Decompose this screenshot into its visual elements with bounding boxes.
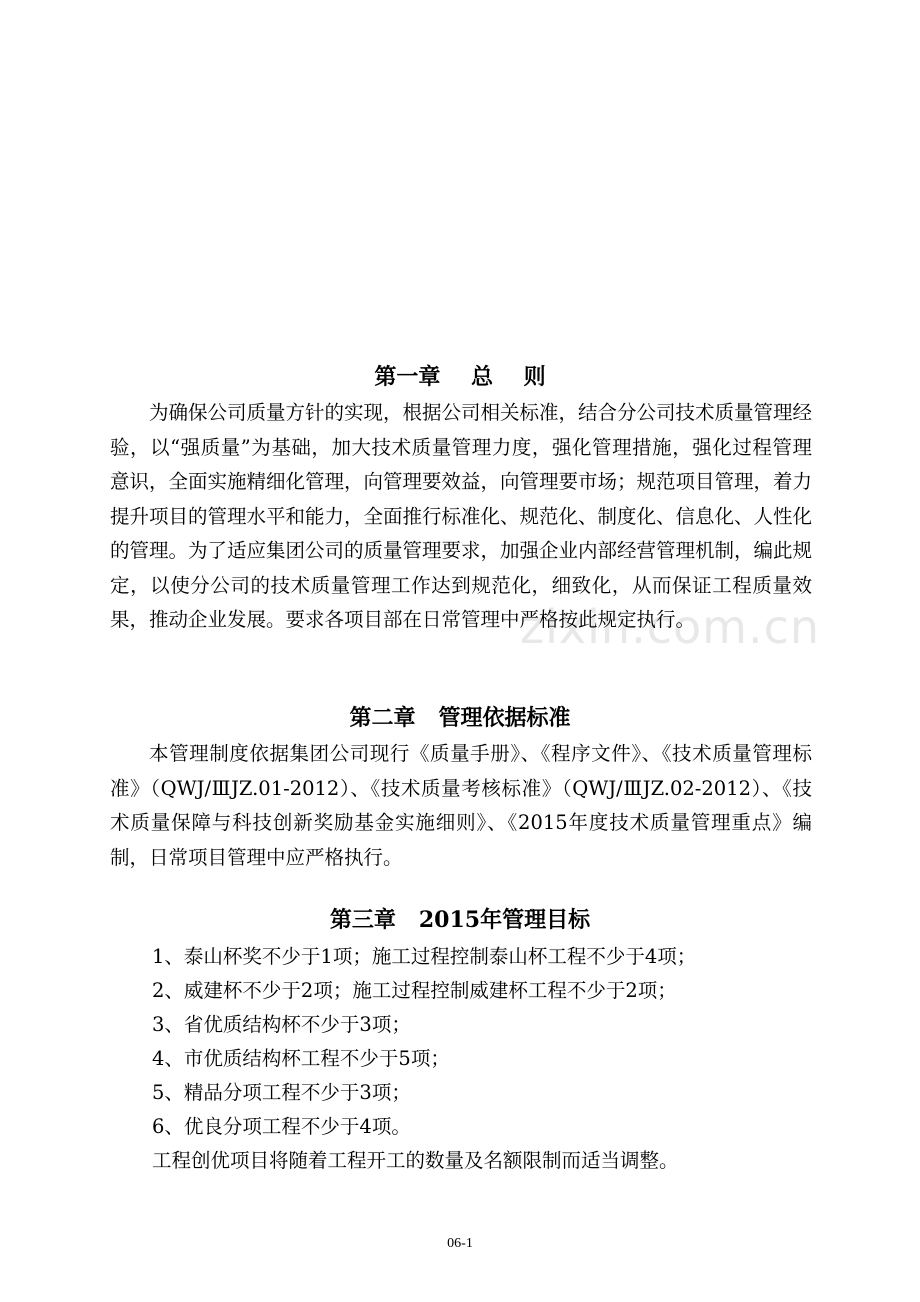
chapter1-body: 为确保公司质量方针的实现，根据公司相关标准，结合分公司技术质量管理经验，以“强质量”为基础，加大技术质量管理力度，强化管理措施，强化过程管理意识，全面实施精细化管理，向管理要效益，向管理要市场；规范项目管理，着力提升项目的管理水平和能力，全面推行标准化、规范化、制度化、信息化、人性化的管理。为了适应集团公司的质量管理要求，加强企业内部经营管理机制，编此规定，以使分公司的技术质量管理工作达到规范化，细致化，从而保证工程质量效果，推动企业发展。要求各项目部在日常管理中严格按此规定执行。 [110, 401, 813, 631]
goal-item-1: 1、泰山杯奖不少于1项；施工过程控制泰山杯工程不少于4项； [152, 945, 697, 968]
chapter2-body: 本管理制度依据集团公司现行《质量手册》、《程序文件》、《技术质量管理标准》（QWJ/ⅢJZ.01-2012）、《技术质量考核标准》（QWJ/ⅢJZ.02-2012）、《技术质量保障与科技创新奖励基金实施细则》、《2015年度技术质量管理重点》编制，日常项目管理中应严格执行。 [110, 742, 812, 869]
watermark: zixin.com.cn [520, 600, 821, 654]
goal-item-6: 6、优良分项工程不少于4项。 [152, 1115, 411, 1138]
goals-closing-note: 工程创优项目将随着工程开工的数量及名额限制而适当调整。 [152, 1149, 679, 1172]
goal-item-2: 2、威建杯不少于2项；施工过程控制威建杯工程不少于2项； [152, 979, 677, 1002]
chapter2-title: 第二章 管理依据标准 [349, 705, 571, 731]
goal-item-5: 5、精品分项工程不少于3项； [152, 1081, 411, 1104]
page-number: 06-1 [447, 1236, 473, 1251]
chapter3-title: 第三章 2015年管理目标 [329, 907, 591, 933]
chapter1-title: 第一章 总 则 [374, 364, 546, 390]
goal-item-3: 3、省优质结构杯不少于3项； [152, 1013, 411, 1036]
goal-item-4: 4、市优质结构杯工程不少于5项； [152, 1047, 450, 1070]
